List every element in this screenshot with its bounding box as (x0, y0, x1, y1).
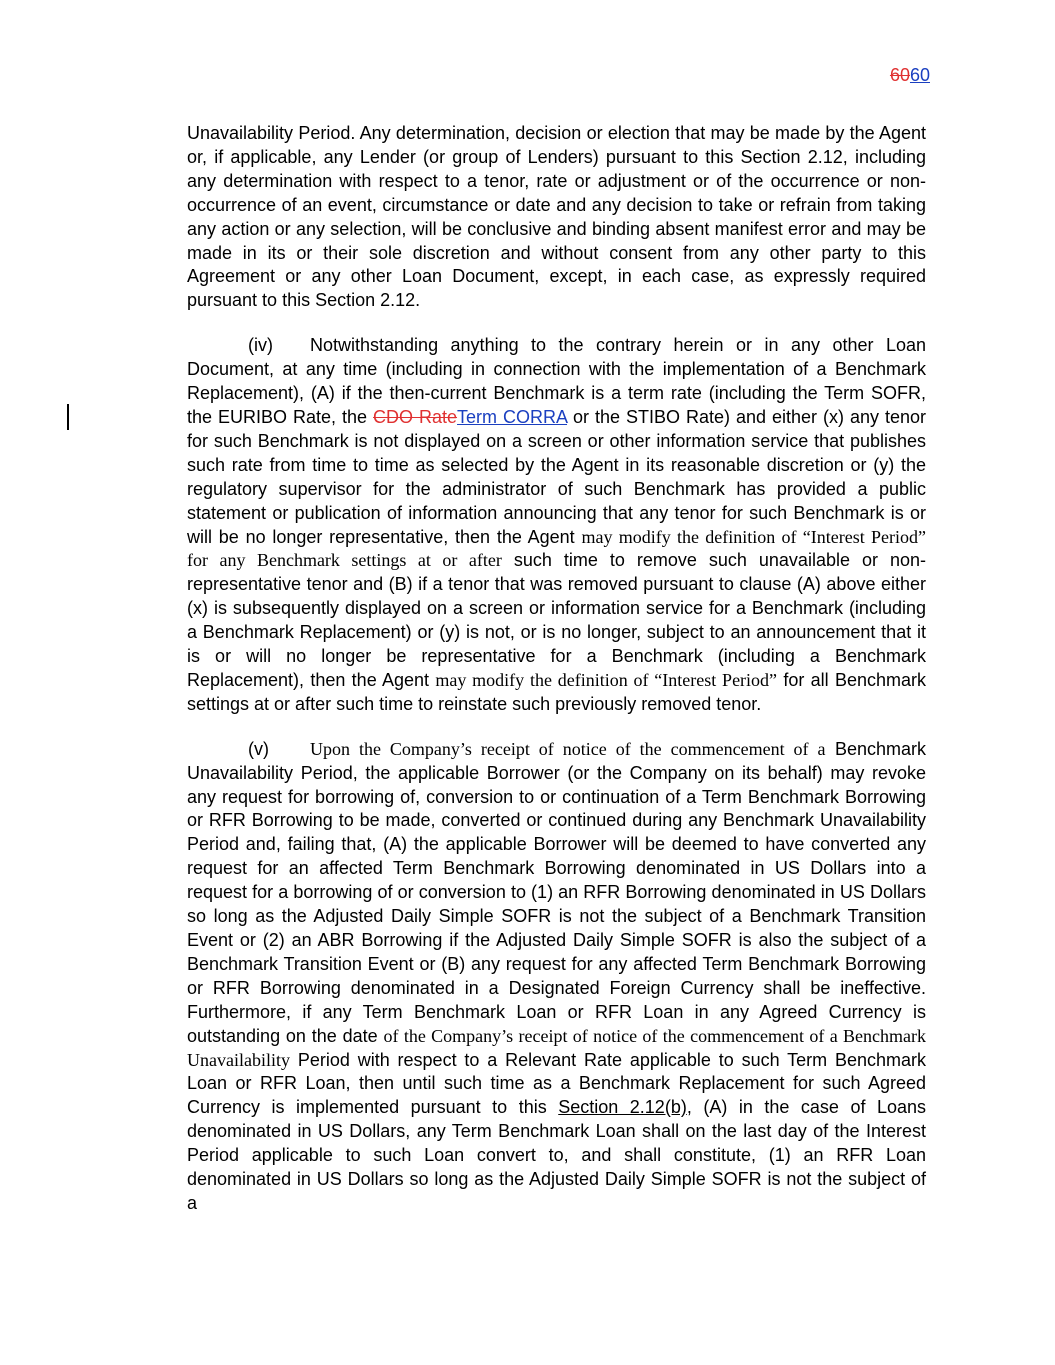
paragraph-text: such time to remove such unavailable or non-representative tenor and (B) if a tenor that was removed pursuant to clause (A) above either (x) is subsequently displayed on a screen or information service for a Benchmark (including a Benchmark Replacement) or (y) is not, or is no longer, subject to an announcement that it is or will no longer be representative for a Benchmark (including a Benchmark Replacement), then the Agent (187, 550, 926, 690)
clause-number-iv: (iv) (248, 335, 273, 356)
paragraph-text: Benchmark Unavailability Period, the applicable Borrower (or the Company on its behalf) may revoke any request for borrowing of, conversion to or continuation of a Term Benchmark Borrowing or RFR Borrowing to be made, converted or continued during any Benchmark Unavailability Period and, failing that, (A) the applicable Borrower will be deemed to have converted any request for an affected Term Benchmark Borrowing denominated in US Dollars into a request for a borrowing of or conversion to (1) an RFR Borrowing denominated in US Dollars so long as the Adjusted Daily Simple SOFR is not the subject of a Benchmark Transition Event or (2) an ABR Borrowing if the Adjusted Daily Simple SOFR is also the subject of a Benchmark Transition Event or (B) any request for any affected Term Benchmark Borrowing or RFR Borrowing denominated in a Designated Foreign Currency shall be ineffective. Furthermore, if any Term Benchmark Loan or RFR Loan in any Agreed Currency is outstanding on the date (187, 738, 926, 1046)
page-number (890, 64, 930, 86)
paragraph-text-serif: may modify the definition of “Interest Period” (435, 669, 778, 690)
deleted-text: CDO Rate (373, 406, 458, 427)
paragraph-text-serif: may modify the definition of “Interest Period” for any Benchmark settings at or after (187, 526, 927, 571)
paragraph-text: Unavailability Period. Any determination, decision or election that may be made by the Agent or, if applicable, any Lender (or group of Lenders) pursuant to this Section 2.12, including any determination with respect to a tenor, rate or adjustment or of the occurrence or non-occurrence of an event, circumstance or date and any decision to take or refrain from taking any action or any selection, will be conclusive and binding absent manifest error and may be made in its or their sole discretion and without consent from any other party to this Agreement or any other Loan Document, except, in each case, as expressly required pursuant to this Section 2.12. (187, 123, 926, 311)
paragraph-text: , (A) in the case of Loans denominated in US Dollars, any Term Benchmark Loan shall on the last day of the Interest Period applicable to such Loan convert to, and shall constitute, (1) an RFR Loan denominated in US Dollars so long as the Adjusted Daily Simple SOFR is not the subject of a (187, 1097, 927, 1213)
document-body (187, 122, 926, 1237)
page-number-inserted: 60 (909, 65, 930, 85)
paragraph-text-serif: of the Company’s receipt of notice of the commencement of a Benchmark Unavailability (187, 1025, 926, 1070)
revision-change-bar (67, 404, 69, 430)
paragraph-text: or the STIBO Rate) and either (x) any tenor for such Benchmark is not displayed on a screen or other information service that publishes such rate from time to time as selected by the Agent in its reasonable discretion or (y) the regulatory supervisor for the administrator of such Benchmark has provided a public statement or publication of information announcing that any tenor for such Benchmark is or will be no longer representative, then the Agent (187, 406, 927, 547)
inserted-text: Term CORRA (457, 406, 568, 427)
paragraph-text: Period with respect to a Relevant Rate applicable to such Term Benchmark Loan or RFR Loan, then until such time as a Benchmark Replacement for such Agreed Currency is implemented pursuant to this (187, 1049, 926, 1118)
paragraph-text: for all Benchmark settings at or after such time to reinstate such previously removed tenor. (187, 669, 926, 714)
page-number-deleted: 60 (889, 65, 910, 85)
paragraph-unavailability-period (187, 122, 926, 313)
paragraph-text-serif: Upon the Company’s receipt of notice of the commencement of a (310, 738, 826, 759)
clause-number-v: (v) (248, 738, 269, 759)
paragraph-v (187, 738, 926, 1216)
section-reference: Section 2.12(b) (558, 1097, 687, 1118)
paragraph-text: Notwithstanding anything to the contrary herein or in any other Loan Document, at any time (including in connection with the implementation of a Benchmark Replacement), (A) if the then-current Benchmark is a term rate (including the Term SOFR, the EURIBO Rate, the (187, 335, 926, 427)
paragraph-iv (187, 334, 926, 717)
